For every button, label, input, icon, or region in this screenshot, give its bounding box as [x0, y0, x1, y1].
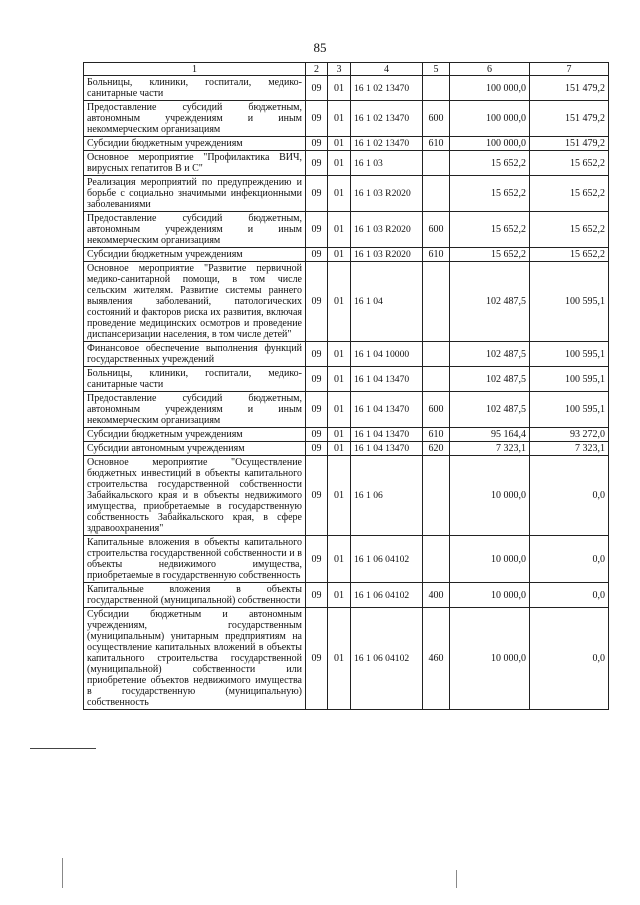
amount-year2-cell: 93 272,0 [530, 428, 609, 442]
expense-type-cell [423, 76, 450, 101]
amount-year1-cell: 15 652,2 [450, 248, 530, 262]
target-article-cell: 16 1 03 R2020 [351, 248, 423, 262]
table-row [84, 137, 609, 151]
amount-year1-cell: 102 487,5 [450, 367, 530, 392]
row-name-cell: Основное мероприятие "Профилактика ВИЧ, вирусных гепатитов В и С" [84, 151, 306, 176]
amount-year1-cell: 102 487,5 [450, 342, 530, 367]
subsection-cell: 01 [328, 608, 351, 710]
expense-type-cell: 610 [423, 428, 450, 442]
table-row [84, 76, 609, 101]
subsection-cell: 01 [328, 583, 351, 608]
budget-table [83, 62, 609, 710]
table-row [84, 392, 609, 428]
amount-year2-cell: 100 595,1 [530, 262, 609, 342]
subsection-cell: 01 [328, 536, 351, 583]
expense-type-cell: 620 [423, 442, 450, 456]
table-row [84, 442, 609, 456]
row-name-cell: Капитальные вложения в объекты капитального строительства государственной собственности и в объекты недвижимого имущества, приобретаемые в государственную собственность [84, 536, 306, 583]
subsection-cell: 01 [328, 456, 351, 536]
subsection-cell: 01 [328, 212, 351, 248]
amount-year1-cell: 100 000,0 [450, 137, 530, 151]
expense-type-cell [423, 367, 450, 392]
amount-year2-cell: 15 652,2 [530, 212, 609, 248]
row-name-cell: Предоставление субсидий бюджетным, автономным учреждениям и иным некоммерческим организациям [84, 392, 306, 428]
table-row [84, 367, 609, 392]
amount-year2-cell: 151 479,2 [530, 76, 609, 101]
amount-year2-cell: 100 595,1 [530, 367, 609, 392]
table-row [84, 101, 609, 137]
column-header: 2 [306, 63, 328, 76]
expense-type-cell: 400 [423, 583, 450, 608]
expense-type-cell [423, 262, 450, 342]
expense-type-cell: 600 [423, 212, 450, 248]
table-row [84, 212, 609, 248]
section-cell: 09 [306, 151, 328, 176]
table-header-row [84, 63, 609, 76]
section-cell: 09 [306, 367, 328, 392]
expense-type-cell: 600 [423, 392, 450, 428]
row-name-cell: Реализация мероприятий по предупреждению и борьбе с социально значимыми инфекционными заболеваниями [84, 176, 306, 212]
target-article-cell: 16 1 02 13470 [351, 137, 423, 151]
expense-type-cell: 460 [423, 608, 450, 710]
column-header: 3 [328, 63, 351, 76]
section-cell: 09 [306, 137, 328, 151]
expense-type-cell [423, 456, 450, 536]
table-row [84, 583, 609, 608]
page-number: 85 [313, 40, 327, 55]
section-cell: 09 [306, 392, 328, 428]
table-row [84, 608, 609, 710]
expense-type-cell: 600 [423, 101, 450, 137]
target-article-cell: 16 1 06 [351, 456, 423, 536]
row-name-cell: Предоставление субсидий бюджетным, автономным учреждениям и иным некоммерческим организациям [84, 101, 306, 137]
column-header: 4 [351, 63, 423, 76]
row-name-cell: Субсидии бюджетным и автономным учреждениям, государственным (муниципальным) унитарным предприятиям на осуществление капитальных вложений в объекты капитального строительства государственной (муниципальной) собственности или приобретение объектов недвижимого имущества в государственную (муниципальную) собственность [84, 608, 306, 710]
row-name-cell: Предоставление субсидий бюджетным, автономным учреждениям и иным некоммерческим организациям [84, 212, 306, 248]
table-row [84, 176, 609, 212]
amount-year1-cell: 15 652,2 [450, 176, 530, 212]
target-article-cell: 16 1 03 R2020 [351, 212, 423, 248]
row-name-cell: Основное мероприятие "Развитие первичной медико-санитарной помощи, в том числе сельским жителям. Развитие системы раннего выявления заболеваний, патологических состояний и факторов риска их развития, включая проведение медицинских осмотров и проведение диспансеризации населения, в том числе детей" [84, 262, 306, 342]
scan-mark [456, 870, 457, 888]
section-cell: 09 [306, 212, 328, 248]
subsection-cell: 01 [328, 101, 351, 137]
section-cell: 09 [306, 262, 328, 342]
expense-type-cell [423, 176, 450, 212]
section-cell: 09 [306, 608, 328, 710]
row-name-cell: Больницы, клиники, госпитали, медико-санитарные части [84, 76, 306, 101]
target-article-cell: 16 1 04 13470 [351, 367, 423, 392]
amount-year2-cell: 15 652,2 [530, 176, 609, 212]
amount-year1-cell: 10 000,0 [450, 608, 530, 710]
expense-type-cell [423, 342, 450, 367]
table-row [84, 456, 609, 536]
row-name-cell: Основное мероприятие "Осуществление бюджетных инвестиций в объекты капитального строительства государственной собственности Забайкальского края и в объекты недвижимого имущества, приобретаемые в государственную собственность Забайкальского края, в сфере здравоохранения" [84, 456, 306, 536]
amount-year1-cell: 95 164,4 [450, 428, 530, 442]
target-article-cell: 16 1 03 R2020 [351, 176, 423, 212]
target-article-cell: 16 1 04 13470 [351, 392, 423, 428]
amount-year1-cell: 100 000,0 [450, 101, 530, 137]
subsection-cell: 01 [328, 392, 351, 428]
section-cell: 09 [306, 176, 328, 212]
subsection-cell: 01 [328, 176, 351, 212]
row-name-cell: Субсидии автономным учреждениям [84, 442, 306, 456]
target-article-cell: 16 1 06 04102 [351, 536, 423, 583]
expense-type-cell: 610 [423, 248, 450, 262]
expense-type-cell [423, 151, 450, 176]
target-article-cell: 16 1 04 13470 [351, 428, 423, 442]
column-header: 5 [423, 63, 450, 76]
row-name-cell: Больницы, клиники, госпитали, медико-санитарные части [84, 367, 306, 392]
amount-year1-cell: 10 000,0 [450, 456, 530, 536]
amount-year2-cell: 100 595,1 [530, 342, 609, 367]
table-row [84, 262, 609, 342]
row-name-cell: Субсидии бюджетным учреждениям [84, 137, 306, 151]
section-cell: 09 [306, 456, 328, 536]
table-row [84, 248, 609, 262]
table-row [84, 536, 609, 583]
amount-year2-cell: 0,0 [530, 456, 609, 536]
subsection-cell: 01 [328, 428, 351, 442]
subsection-cell: 01 [328, 367, 351, 392]
target-article-cell: 16 1 04 10000 [351, 342, 423, 367]
amount-year2-cell: 0,0 [530, 536, 609, 583]
subsection-cell: 01 [328, 262, 351, 342]
amount-year2-cell: 151 479,2 [530, 101, 609, 137]
amount-year2-cell: 151 479,2 [530, 137, 609, 151]
expense-type-cell: 610 [423, 137, 450, 151]
expense-type-cell [423, 536, 450, 583]
column-header: 1 [84, 63, 306, 76]
subsection-cell: 01 [328, 76, 351, 101]
amount-year1-cell: 7 323,1 [450, 442, 530, 456]
section-cell: 09 [306, 536, 328, 583]
section-cell: 09 [306, 101, 328, 137]
table-row [84, 342, 609, 367]
target-article-cell: 16 1 04 13470 [351, 442, 423, 456]
subsection-cell: 01 [328, 442, 351, 456]
target-article-cell: 16 1 06 04102 [351, 583, 423, 608]
row-name-cell: Субсидии бюджетным учреждениям [84, 428, 306, 442]
row-name-cell: Капитальные вложения в объекты государственной (муниципальной) собственности [84, 583, 306, 608]
amount-year1-cell: 100 000,0 [450, 76, 530, 101]
section-cell: 09 [306, 428, 328, 442]
amount-year1-cell: 102 487,5 [450, 392, 530, 428]
section-cell: 09 [306, 442, 328, 456]
subsection-cell: 01 [328, 137, 351, 151]
target-article-cell: 16 1 02 13470 [351, 101, 423, 137]
amount-year1-cell: 10 000,0 [450, 583, 530, 608]
amount-year2-cell: 100 595,1 [530, 392, 609, 428]
amount-year1-cell: 15 652,2 [450, 212, 530, 248]
subsection-cell: 01 [328, 342, 351, 367]
target-article-cell: 16 1 03 [351, 151, 423, 176]
column-header: 7 [530, 63, 609, 76]
amount-year1-cell: 15 652,2 [450, 151, 530, 176]
amount-year2-cell: 0,0 [530, 583, 609, 608]
amount-year2-cell: 15 652,2 [530, 151, 609, 176]
target-article-cell: 16 1 04 [351, 262, 423, 342]
scan-mark [62, 858, 63, 888]
amount-year2-cell: 7 323,1 [530, 442, 609, 456]
subsection-cell: 01 [328, 248, 351, 262]
section-cell: 09 [306, 76, 328, 101]
target-article-cell: 16 1 06 04102 [351, 608, 423, 710]
table-row [84, 151, 609, 176]
section-cell: 09 [306, 342, 328, 367]
section-cell: 09 [306, 248, 328, 262]
amount-year1-cell: 102 487,5 [450, 262, 530, 342]
subsection-cell: 01 [328, 151, 351, 176]
target-article-cell: 16 1 02 13470 [351, 76, 423, 101]
amount-year2-cell: 0,0 [530, 608, 609, 710]
row-name-cell: Субсидии бюджетным учреждениям [84, 248, 306, 262]
table-row [84, 428, 609, 442]
column-header: 6 [450, 63, 530, 76]
row-name-cell: Финансовое обеспечение выполнения функций государственных учреждений [84, 342, 306, 367]
amount-year2-cell: 15 652,2 [530, 248, 609, 262]
amount-year1-cell: 10 000,0 [450, 536, 530, 583]
section-cell: 09 [306, 583, 328, 608]
scan-mark [30, 748, 96, 749]
